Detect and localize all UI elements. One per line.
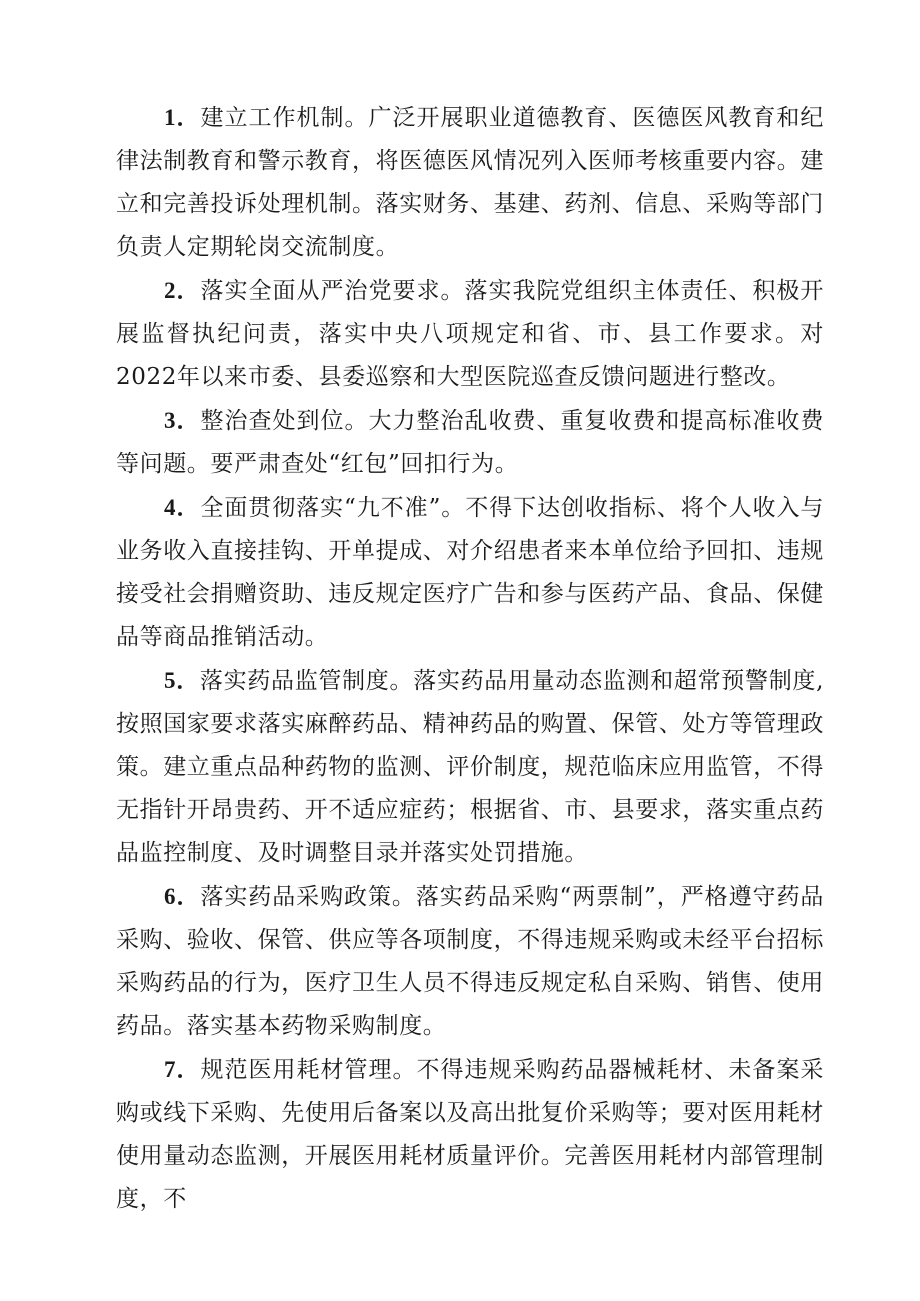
paragraph-number: 3． (164, 408, 201, 433)
paragraph-text: 落实药品监管制度。落实药品用量动态监测和超常预警制度,按照国家要求落实麻醉药品、精神药品的购置、保管、处方等管理政策。建立重点品种药物的监测、评价制度，规范临床应用监管，不得无指针开昂贵药、开不适应症药；根据省、市、县要求，落实重点药品监控制度、及时调整目录并落实处罚措施。 (116, 668, 824, 866)
paragraph-6 (116, 875, 824, 1048)
paragraph-text: 建立工作机制。广泛开展职业道德教育、医德医风教育和纪律法制教育和警示教育，将医德医风情况列入医师考核重要内容。建立和完善投诉处理机制。落实财务、基建、药剂、信息、采购等部门负责人定期轮岗交流制度。 (116, 105, 824, 260)
paragraph-number: 5． (164, 668, 200, 693)
paragraph-text: 整治查处到位。大力整治乱收费、重复收费和提高标准收费等问题。要严肃查处“红包”回扣行为。 (116, 408, 824, 477)
paragraph-1 (116, 96, 824, 269)
document-body (116, 96, 824, 1221)
paragraph-text: 落实药品采购政策。落实药品采购“两票制”，严格遵守药品采购、验收、保管、供应等各项制度，不得违规采购或未经平台招标采购药品的行为，医疗卫生人员不得违反规定私自采购、销售、使用药品。落实基本药物采购制度。 (116, 884, 825, 1039)
paragraph-3 (116, 399, 824, 486)
paragraph-number: 6． (164, 884, 201, 909)
paragraph-text: 落实全面从严治党要求。落实我院党组织主体责任、积极开展监督执纪问责，落实中央八项规定和省、市、县工作要求。对2022年以来市委、县委巡察和大型医院巡查反馈问题进行整改。 (116, 278, 824, 390)
paragraph-text: 全面贯彻落实“九不准”。不得下达创收指标、将个人收入与业务收入直接挂钩、开单提成、对介绍患者来本单位给予回扣、违规接受社会捐赠资助、违反规定医疗广告和参与医药产品、食品、保健品等商品推销活动。 (116, 495, 825, 650)
paragraph-number: 7． (164, 1057, 201, 1082)
paragraph-2 (116, 269, 824, 399)
paragraph-number: 4． (164, 495, 201, 520)
paragraph-4 (116, 486, 824, 659)
paragraph-7 (116, 1048, 824, 1221)
paragraph-number: 1． (164, 105, 201, 130)
paragraph-text: 规范医用耗材管理。不得违规采购药品器械耗材、未备案采购或线下采购、先使用后备案以及高出批复价采购等；要对医用耗材使用量动态监测，开展医用耗材质量评价。完善医用耗材内部管理制度，不 (116, 1057, 824, 1212)
paragraph-number: 2． (164, 278, 201, 303)
paragraph-5 (116, 659, 824, 875)
